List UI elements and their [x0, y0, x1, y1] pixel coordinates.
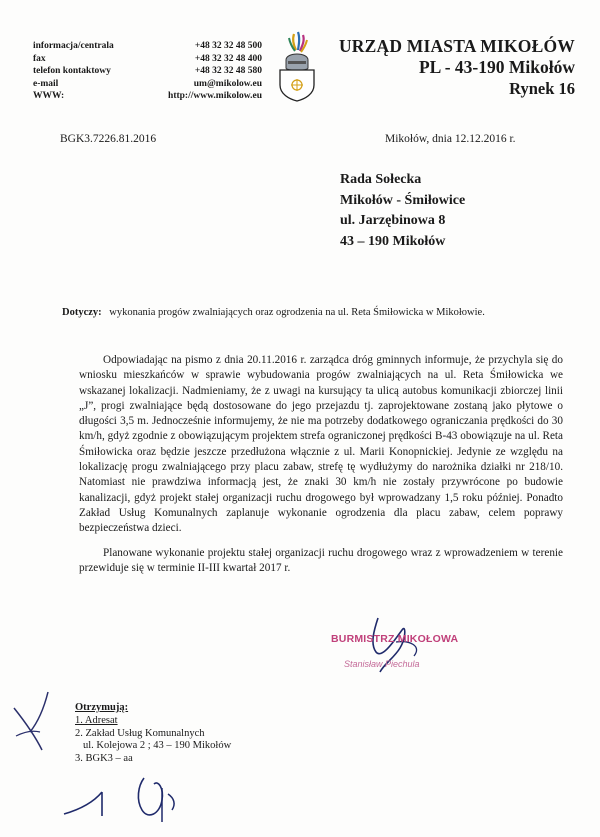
recipients-list [75, 702, 231, 766]
letter-body [79, 353, 563, 576]
recipient-item: 2. Zakład Usług Komunalnych [75, 727, 205, 739]
contact-labels [33, 40, 114, 103]
contact-value-tel: +48 32 32 48 580 [194, 66, 262, 76]
contact-label-www: WWW: [33, 91, 65, 101]
addressee-street: ul. Jarzębinowa 8 [340, 213, 446, 228]
subject-text: wykonania progów zwalniających oraz ogrodzenia na ul. Reta Śmiłowicka w Mikołowie. [109, 307, 485, 318]
recipients-heading: Otrzymują: [75, 702, 129, 713]
contact-values [160, 40, 262, 103]
addressee-postcode: 43 – 190 Mikołów [340, 233, 446, 249]
contact-label-tel: telefon kontaktowy [33, 66, 111, 76]
contact-label-email: e-mail [33, 78, 59, 89]
recipient-item: 3. BGK3 – aa [75, 753, 133, 765]
stamp-name: Stanisław Piechula [344, 659, 420, 669]
body-paragraph-2: Planowane wykonanie projektu stałej organizacji ruchu drogowego wraz z wprowadzeniem w terenie przewiduje się w terminie II-III kwartał 2017 r. [79, 546, 563, 574]
office-city: PL - 43-190 Mikołów [418, 57, 575, 77]
addressee-block [340, 170, 465, 252]
office-street: Rynek 16 [509, 79, 575, 98]
addressee-locality: Mikołów - Śmiłowice [340, 192, 466, 208]
stamp-title: BURMISTRZ MIKOŁOWA [331, 633, 459, 645]
subject-label: Dotyczy: [62, 307, 102, 318]
contact-value-www: http://www.mikolow.eu [168, 91, 262, 101]
contact-label-phone: informacja/centrala [33, 41, 114, 51]
contact-label-fax: fax [33, 53, 46, 64]
reference-number: BGK3.7226.81.2016 [60, 133, 157, 145]
contact-value-phone: +48 32 32 48 500 [194, 41, 262, 51]
handwritten-initials [58, 770, 218, 830]
date-line: Mikołów, dnia 12.12.2016 r. [385, 133, 516, 145]
coat-of-arms-icon [272, 30, 322, 102]
office-header [328, 36, 575, 99]
body-paragraph-1: Odpowiadając na pismo z dnia 20.11.2016 r. zarządca dróg gminnych informuje, że przychyla się do wniosku mieszkańców w sprawie wybudowania progów zwalniających na ul. Reta Śmiłowicka we wskazanej lokalizacji. Nadmieniamy, że z uwagi na kursujący ta ulicą autobus komunikacji zbiorczej linii „J”, progi zwalniające będą dostosowane do jego przejazdu tj. zaprojektowane zostaną jako płytowe o długości 3,5 m. Jednocześnie informujemy, że nie ma potrzeby dodatkowego ograniczania prędkości do 30 km/h, gdyż zgodnie z obowiązującym projektem strefa ograniczonej prędkości B-43 obowiązuje na ul. Reta Śmiłowicka oraz będzie jeszcze przedłużona włącznie z ul. Marii Konopnickiej. Jedynie ze względu na lokalizację progu zwalniającego przy placu zabaw, strefę tę wydłużymy do narożnika działki nr 218/10. Natomiast nie prawdziwa informacją jest, że znaki 30 km/h nie zostały przywrócone po budowie kanalizacji, gdyż projekt stałej organizacji ruchu drogowego był wprowadzany 1,5 roku później. Ponadto Zakład Usług Komunalnych zaplanuje wykonanie ogrodzenia dla placu zabaw, celem poprawy bezpieczeństwa dzieci. [79, 354, 563, 535]
margin-handwritten-mark [8, 688, 66, 758]
office-name: URZĄD MIASTA MIKOŁÓW [338, 36, 575, 56]
recipient-item: ul. Kolejowa 2 ; 43 – 190 Mikołów [83, 740, 232, 752]
addressee-name: Rada Sołecka [340, 172, 422, 187]
recipient-item: 1. Adresat [75, 714, 118, 726]
contact-value-fax: +48 32 32 48 400 [194, 53, 262, 64]
mayor-signature [310, 612, 460, 692]
contact-value-email: um@mikolow.eu [193, 78, 262, 89]
subject-line [62, 307, 485, 318]
